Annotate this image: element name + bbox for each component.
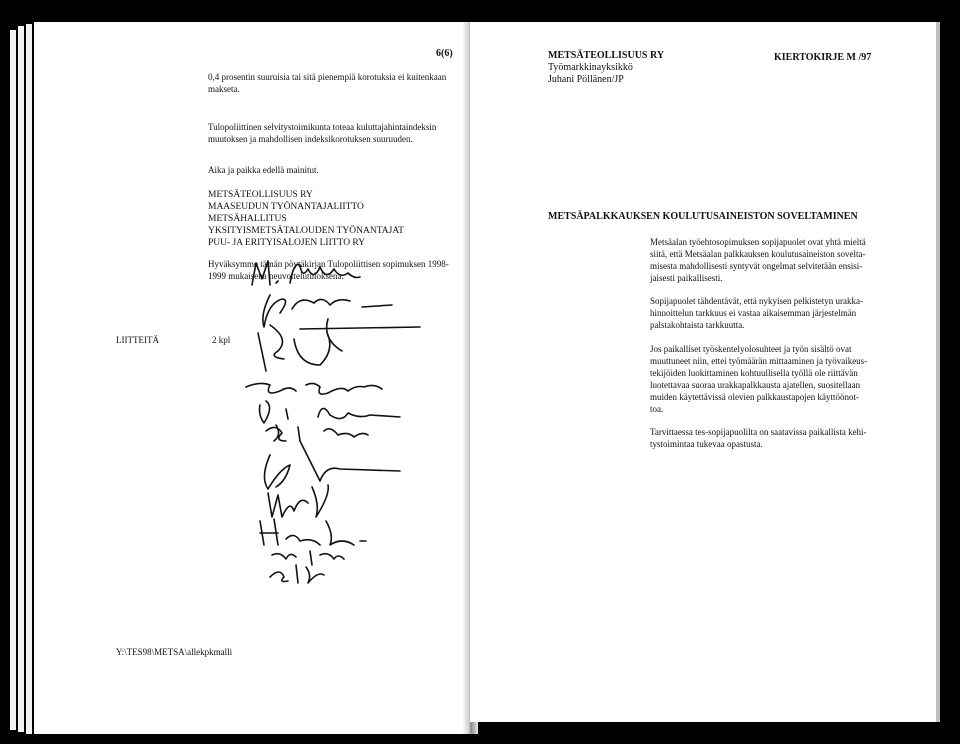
place-line: Aika ja paikka edellä mainitut. [208, 165, 319, 175]
signature [246, 383, 382, 394]
signature [270, 565, 324, 583]
page-edge [18, 26, 24, 732]
approval-text: Hyväksymme tämän pöytäkirjan Tulopoliittisen sopimuksen 1998- 1999 mukaisena neuvottelutuloksena: [208, 259, 449, 281]
header-unit: Työmarkkinayksikkö [548, 62, 633, 73]
page-edge [936, 22, 940, 722]
file-path: Y:\TES98\METSA\allekpkmalli [116, 647, 233, 657]
paragraph-guidance: Tarvittaessa tes-sopijapuolilta on saatavissa paikallista kehi- tystoimintaa tukevaa opastusta. [650, 427, 867, 449]
signature [272, 551, 344, 565]
signature [260, 519, 366, 545]
header-reference: KIERTOKIRJE M /97 [774, 52, 872, 63]
header-author: Juhani Pöllänen/JP [548, 74, 624, 85]
signature [252, 261, 360, 285]
signature [258, 319, 420, 371]
organization-list: METSÄTEOLLISUUS RY MAASEUDUN TYÖNANTAJALIITTO METSÄHALLITUS YKSITYISMETSÄTALOUDEN TYÖNANTAJAT PUU- JA ERITYISALOJEN LIITTO RY [208, 190, 404, 248]
attachments-label: LIITTEITÄ [116, 335, 159, 345]
attachments-count: 2 kpl [212, 335, 231, 345]
paragraph-committee: Tulopoliittinen selvitystoimikunta toteaa kuluttajahintaindeksin muutoksen ja mahdollisen indeksikorotuksen suuruuden. [208, 122, 437, 144]
signature [264, 441, 400, 489]
page-edge [10, 30, 16, 730]
signatures-image [230, 255, 430, 585]
paragraph-accuracy: Sopijapuolet tähdentävät, että nykyisen pelkistetyn urakka- hinnoittelun tarkkuus ei vastaa aikaisemman järjestelmän palstakohtaista tarkkuutta. [650, 296, 863, 330]
document-title: METSÄPALKKAUKSEN KOULUTUSAINEISTON SOVELTAMINEN [548, 211, 858, 222]
paragraph-agreement: Metsäalan työehtosopimuksen sopijapuolet ovat yhtä mieltä siitä, että Metsäalan palkkauksen koulutusaineiston sovelta- misesta mahdollisesti syntyvät ongelmat selvitetään ensisi- jaisesti paikallisesti. [650, 237, 866, 283]
signature [268, 485, 328, 517]
paragraph-conditions: Jos paikalliset työskentelyolosuhteet ja työn sisältö ovat muuttuneet niin, ettei työmäärän mittaaminen ja työvaikeus- tekijöiden luokittaminen kohtuullisella työllä ole riittävän luotettavaa suoraa urakkapalkkausta ajatellen, suositellaan muiden käytettävissä olevien palkkaustapojen käyttöönot- toa. [650, 344, 868, 414]
right-page [470, 22, 936, 722]
header-organization: METSÄTEOLLISUUS RY [548, 50, 665, 61]
paragraph-index: 0,4 prosentin suuruisia tai sitä pienempiä korotuksia ei kuitenkaan makseta. [208, 72, 447, 94]
page-edge [26, 24, 32, 734]
page-number: 6(6) [436, 48, 453, 59]
signature [266, 427, 368, 441]
